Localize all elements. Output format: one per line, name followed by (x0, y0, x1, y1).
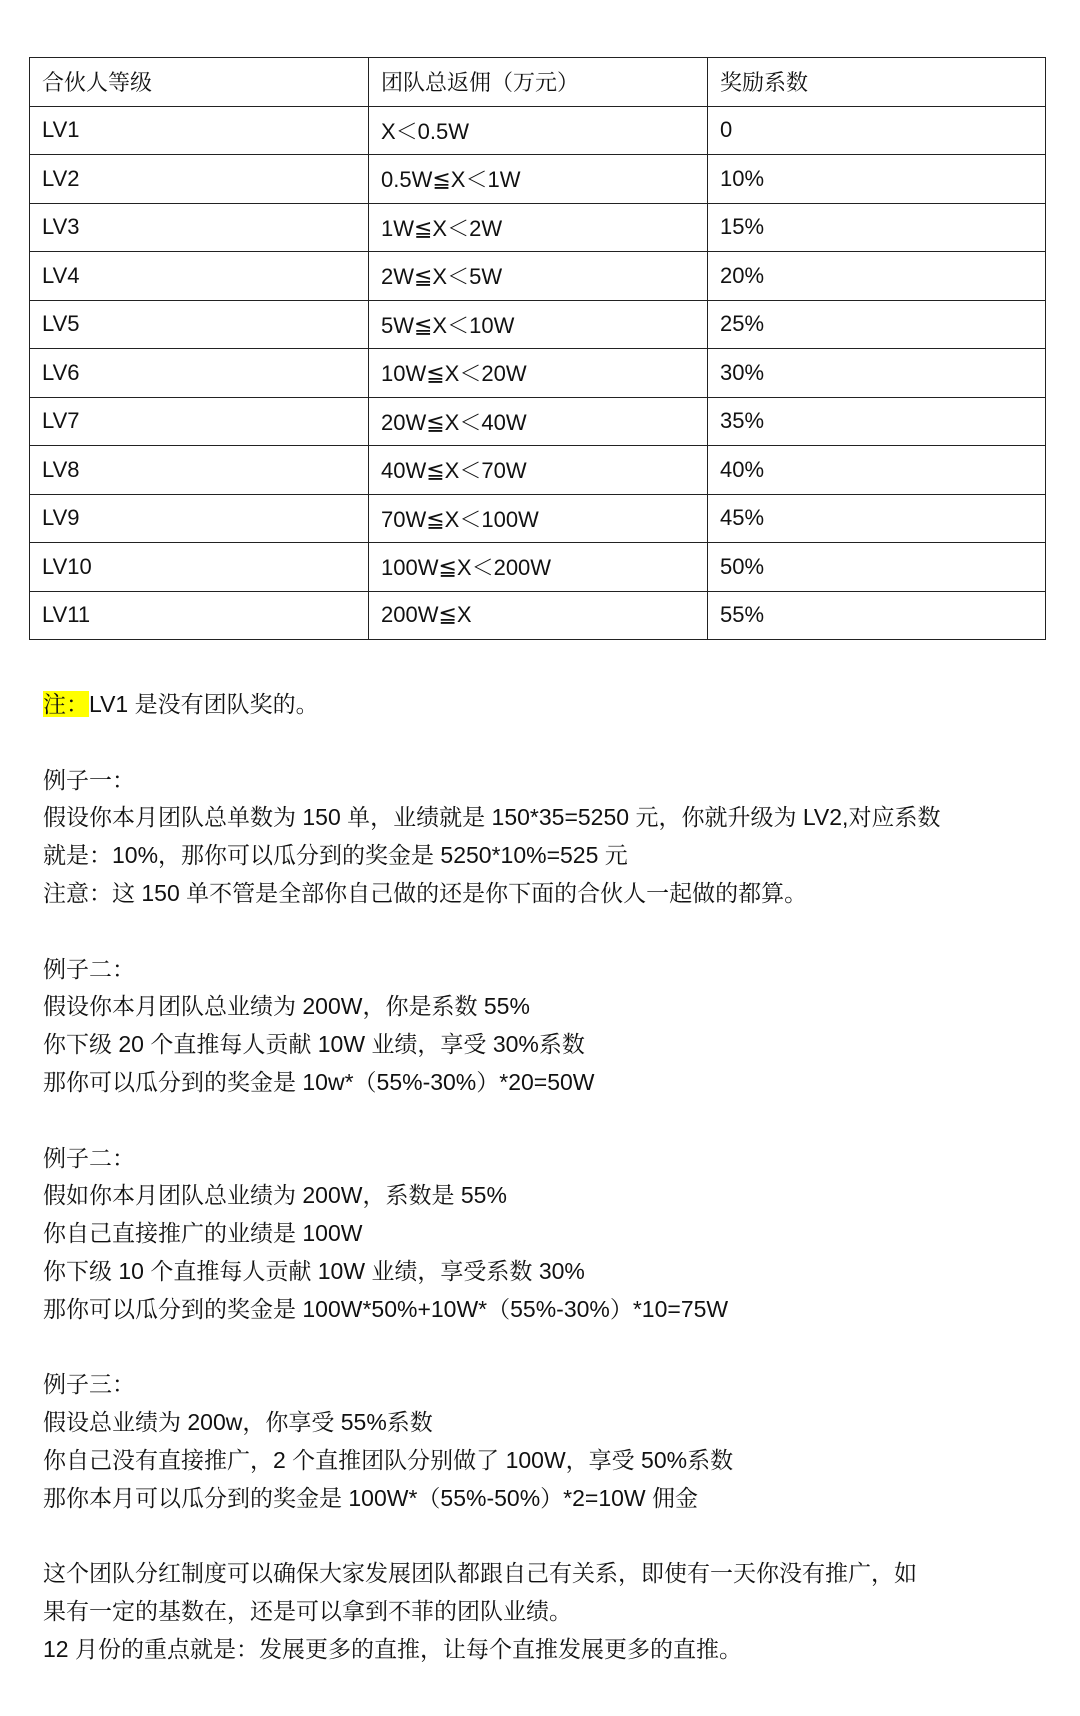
example-block (43, 762, 1053, 951)
example-title: 例子二： (43, 1144, 135, 1171)
table-cell: LV10 (30, 543, 369, 592)
example-title: 例子一： (43, 766, 135, 793)
table-row (30, 543, 1046, 592)
note-text: LV1 是没有团队奖的。 (89, 691, 319, 717)
table-cell: 15% (708, 203, 1046, 252)
table-cell: 45% (708, 494, 1046, 543)
example-line: 那你可以瓜分到的奖金是 10w*（55%-30%）*20=50W (43, 1068, 595, 1095)
example-block (43, 1366, 1053, 1555)
header-cell: 合伙人等级 (30, 58, 369, 107)
table-cell: 25% (708, 300, 1046, 349)
table-cell: 5W≦X＜10W (369, 300, 708, 349)
example-line: 假设你本月团队总业绩为 200W，你是系数 55% (43, 993, 530, 1020)
table-row (30, 446, 1046, 495)
table-cell: 10% (708, 155, 1046, 204)
header-cell: 奖励系数 (708, 58, 1046, 107)
note (43, 686, 1053, 724)
example-line: 你自己直接推广的业绩是 100W (43, 1220, 363, 1247)
example-line: 你下级 20 个直推每人贡献 10W 业绩，享受 30%系数 (43, 1031, 585, 1058)
table-cell: 10W≦X＜20W (369, 349, 708, 398)
table-cell: 100W≦X＜200W (369, 543, 708, 592)
table-cell: LV2 (30, 155, 369, 204)
table-cell: LV8 (30, 446, 369, 495)
conclusion-line: 果有一定的基数在，还是可以拿到不菲的团队业绩。 (43, 1598, 572, 1625)
table-row (30, 300, 1046, 349)
example-line: 你自己没有直接推广，2 个直推团队分别做了 100W，享受 50%系数 (43, 1446, 734, 1473)
example-line: 假如你本月团队总业绩为 200W，系数是 55% (43, 1182, 507, 1209)
table-row (30, 349, 1046, 398)
example-title: 例子二： (43, 955, 135, 982)
table-cell: LV6 (30, 349, 369, 398)
example-line: 注意：这 150 单不管是全部你自己做的还是你下面的合伙人一起做的都算。 (43, 879, 808, 906)
example-line: 假设总业绩为 200w，你享受 55%系数 (43, 1409, 433, 1436)
table-cell: 200W≦X (369, 591, 708, 640)
table-cell: 1W≦X＜2W (369, 203, 708, 252)
table-row (30, 494, 1046, 543)
partner-level-table (29, 57, 1046, 640)
example-title: 例子三： (43, 1371, 135, 1398)
table-cell: LV7 (30, 397, 369, 446)
table-cell: LV9 (30, 494, 369, 543)
table-header-row (30, 58, 1046, 107)
table-cell: 50% (708, 543, 1046, 592)
document-body (43, 686, 1053, 1669)
table-cell: LV3 (30, 203, 369, 252)
table-cell: 35% (708, 397, 1046, 446)
example-line: 你下级 10 个直推每人贡献 10W 业绩，享受系数 30% (43, 1257, 585, 1284)
table-cell: 20% (708, 252, 1046, 301)
table-cell: 55% (708, 591, 1046, 640)
header-cell: 团队总返佣（万元） (369, 58, 708, 107)
example-line: 那你可以瓜分到的奖金是 100W*50%+10W*（55%-30%）*10=75W (43, 1295, 729, 1322)
table-cell: LV4 (30, 252, 369, 301)
conclusion-line: 这个团队分红制度可以确保大家发展团队都跟自己有关系，即使有一天你没有推广，如 (43, 1560, 917, 1587)
example-block (43, 951, 1053, 1140)
table-cell: LV11 (30, 591, 369, 640)
table-row (30, 397, 1046, 446)
table-row (30, 591, 1046, 640)
conclusion-line: 12 月份的重点就是：发展更多的直推，让每个直推发展更多的直推。 (43, 1635, 742, 1662)
table-cell: 20W≦X＜40W (369, 397, 708, 446)
table-cell: 2W≦X＜5W (369, 252, 708, 301)
example-block (43, 1140, 1053, 1367)
table-cell: 70W≦X＜100W (369, 494, 708, 543)
table-row (30, 203, 1046, 252)
note-label-highlight: 注： (43, 691, 89, 717)
example-line: 就是：10%，那你可以瓜分到的奖金是 5250*10%=525 元 (43, 842, 628, 869)
table-cell: 30% (708, 349, 1046, 398)
table-cell: X＜0.5W (369, 106, 708, 155)
table-cell: 40% (708, 446, 1046, 495)
example-line: 那你本月可以瓜分到的奖金是 100W*（55%-50%）*2=10W 佣金 (43, 1484, 699, 1511)
table-cell: LV5 (30, 300, 369, 349)
table-cell: 40W≦X＜70W (369, 446, 708, 495)
table-cell: LV1 (30, 106, 369, 155)
table-row (30, 106, 1046, 155)
table-cell: 0 (708, 106, 1046, 155)
example-line: 假设你本月团队总单数为 150 单，业绩就是 150*35=5250 元，你就升级为 LV2,对应系数 (43, 804, 941, 831)
table-row (30, 252, 1046, 301)
table-row (30, 155, 1046, 204)
table-cell: 0.5W≦X＜1W (369, 155, 708, 204)
